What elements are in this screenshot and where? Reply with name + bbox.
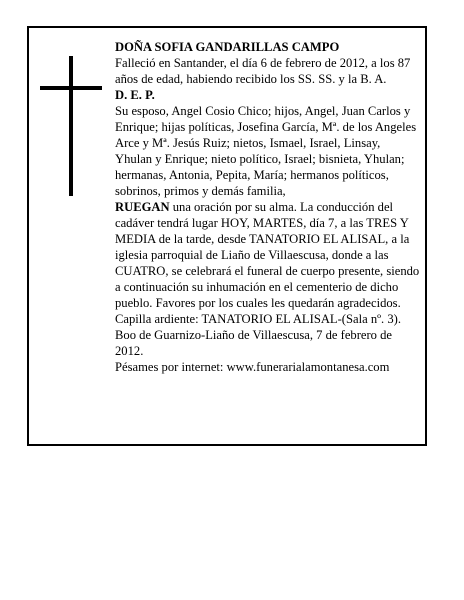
family-list: Su esposo, Angel Cosio Chico; hijos, Angel, Juan Carlos y Enrique; hijas políticas, Josefina García, Mª. de los Angeles Arce y Mª. Jesús Ruiz; nietos, Ismael, Israel, Linsay, Yhulan y Enrique; nieto político, Israel; bisnieta, Yhulan; hermanas, Antonia, Pepita, María; hermanos políticos, sobrinos, primos y demás familia, (115, 104, 417, 198)
death-notice: Falleció en Santander, el día 6 de febrero de 2012, a los 87 años de edad, habiendo recibido los SS. SS. y la B. A. (115, 56, 411, 86)
obituary-card (27, 26, 427, 446)
ruegan-label: RUEGAN (115, 200, 170, 214)
condolences-line: Pésames por internet: www.funerarialamontanesa.com (115, 360, 390, 374)
place-date: Boo de Guarnizo-Liaño de Villaescusa, 7 de febrero de 2012. (115, 328, 393, 358)
cross-icon (69, 56, 73, 196)
funeral-text: una oración por su alma. La conducción del cadáver tendrá lugar HOY, MARTES, día 7, a las TRES Y MEDIA de la tarde, desde TANATORIO EL ALISAL, a la iglesia parroquial de Liaño de Villaescusa, donde a las CUATRO, se celebrará el funeral de cuerpo presente, siendo a continuación su inhumación en el cementerio de dicho pueblo. Favores por los cuales les quedarán agradecidos. Capilla ardiente: TANATORIO EL ALISAL-(Sala nº. 3). (115, 200, 420, 326)
deceased-name: DOÑA SOFIA GANDARILLAS CAMPO (115, 40, 340, 54)
funeral-details (115, 199, 420, 327)
obituary-text (115, 39, 420, 375)
dep-abbreviation: D. E. P. (115, 88, 155, 102)
cross-icon-bar (40, 86, 102, 90)
